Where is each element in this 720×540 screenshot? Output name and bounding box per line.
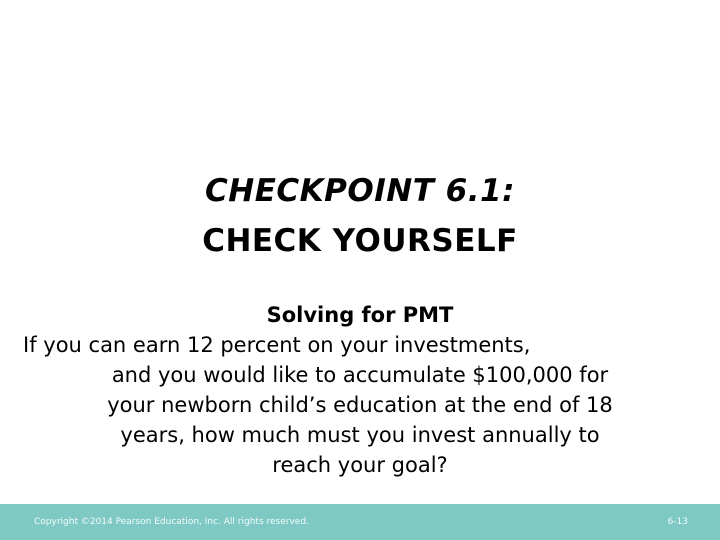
question-line: years, how much must you invest annually to xyxy=(120,423,600,447)
title-line-checkpoint: CHECKPOINT 6.1: xyxy=(205,173,515,209)
footer-bar xyxy=(0,504,720,540)
subheading: Solving for PMT xyxy=(266,303,454,327)
slide-body xyxy=(23,300,680,480)
question-line: your newborn child’s education at the end of 18 xyxy=(107,393,613,417)
question-line: and you would like to accumulate $100,000 for xyxy=(111,363,609,387)
slide-title xyxy=(0,166,720,266)
copyright-text: Copyright ©2014 Pearson Education, Inc. All rights reserved. xyxy=(34,517,309,527)
question-line: If you can earn 12 percent on your investments, xyxy=(23,333,531,357)
title-line-check-yourself: CHECK YOURSELF xyxy=(202,223,518,259)
question-line: reach your goal? xyxy=(272,453,448,477)
page-number: 6-13 xyxy=(667,517,688,527)
